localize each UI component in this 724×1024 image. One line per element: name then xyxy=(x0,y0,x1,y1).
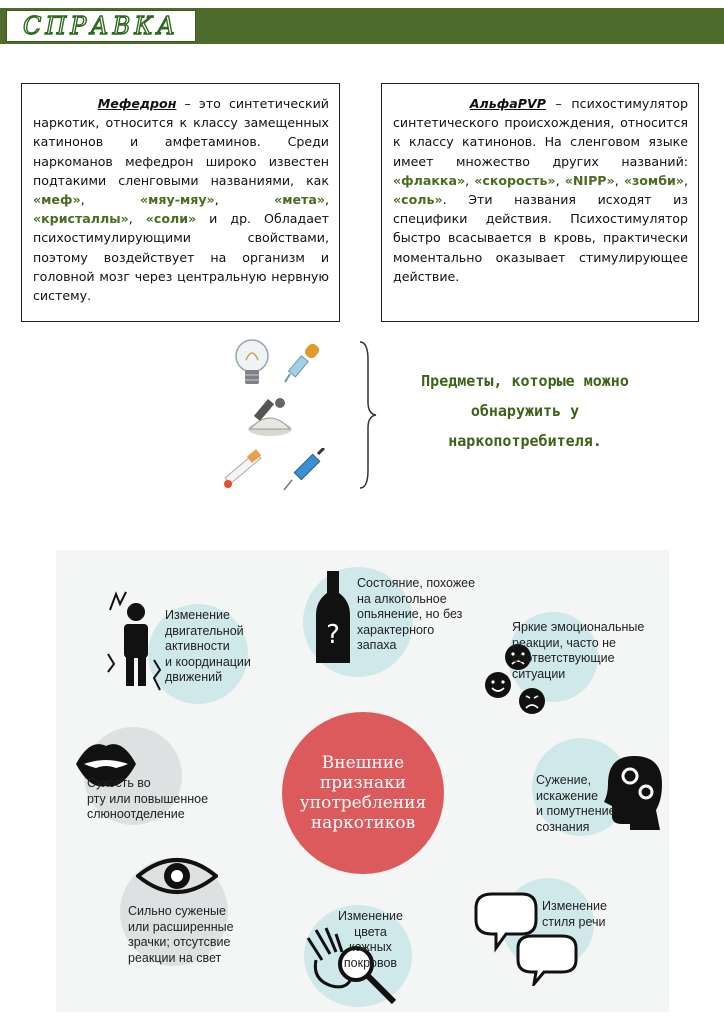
alpha-pvp-text-1: – психостимулятор синтетического происхождения, относится к классу катинонов. На сленговом языке имеет множество других названий: xyxy=(393,96,688,169)
alpha-pvp-info-box xyxy=(381,83,699,322)
sign-pupils-label: Сильно суженые или расширенные зрачки; отсутсвие реакции на свет xyxy=(128,904,234,965)
eye-icon xyxy=(136,852,218,900)
light-bulb-icon xyxy=(232,336,272,392)
sign-mind-label: Сужение, искажение и помутнение сознания xyxy=(536,773,616,834)
slang-name: «NIPP» xyxy=(564,172,615,188)
pipette-icon xyxy=(282,340,326,386)
separator: , xyxy=(80,192,140,208)
separator: , xyxy=(555,172,565,188)
slang-name: «мета» xyxy=(274,192,325,208)
curly-brace xyxy=(356,340,380,490)
mephedrone-text-2: и др. Обладает психостимулирующими свойствами, поэтому воздействует на организм и головной мозг через центральную нервную систему. xyxy=(33,211,329,304)
alpha-pvp-text-2: . Эти названия исходят из специфики действия. Психостимулятор быстро всасывается в кровь, практически моментально оказывает стимулирующее действие. xyxy=(393,192,688,284)
person-shaking-icon xyxy=(104,590,164,696)
separator: , xyxy=(128,211,146,227)
center-title: Внешние признаки употребления наркотиков xyxy=(299,753,427,833)
separator: , xyxy=(214,192,275,208)
slang-name: «зомби» xyxy=(623,172,684,188)
syringe-icon xyxy=(282,448,326,492)
mephedrone-term: Мефедрон xyxy=(97,96,177,111)
header-title-box xyxy=(6,10,196,42)
slang-name: «соли» xyxy=(145,211,197,227)
svg-text:?: ? xyxy=(326,620,340,650)
slang-name: «меф» xyxy=(33,192,81,208)
separator: , xyxy=(614,172,624,188)
slang-name: «скорость» xyxy=(474,172,556,188)
slang-name: «кристаллы» xyxy=(33,211,129,227)
sign-emotion-label: Яркие эмоциональные реакции, часто не соответствующие ситуации xyxy=(512,620,645,681)
items-title: Предметы, которые можно обнаружить у наркопотребителя. xyxy=(421,372,629,450)
separator: , xyxy=(324,192,329,208)
mephedrone-text-1: – это синтетический наркотик, относится к классу замещенных катинонов и амфетаминов. Среди наркоманов мефедрон широко известен подтакими сленговыми названиями, как xyxy=(33,96,329,188)
slang-name: «мяу-мяу» xyxy=(140,192,215,208)
separator: , xyxy=(465,172,475,188)
slang-name: «флакка» xyxy=(393,172,466,188)
cigarette-icon xyxy=(218,448,264,492)
separator: , xyxy=(683,172,688,188)
mephedrone-info-box xyxy=(21,83,340,322)
center-circle xyxy=(282,712,444,874)
slang-name: «соль» xyxy=(393,192,443,208)
sign-intoxication-label: Состояние, похожее на алкогольное опьянение, но без характерного запаха xyxy=(357,576,476,652)
powder-icon xyxy=(246,393,294,437)
sign-skin-label: Изменение цвета кожных покровов xyxy=(338,909,403,970)
bottle-question-icon xyxy=(314,571,352,667)
alpha-pvp-term: АльфаPVP xyxy=(469,96,546,111)
sign-motor-label: Изменение двигательной активности и координации движений xyxy=(165,608,251,684)
header-title: СПРАВКА xyxy=(22,12,179,40)
sign-mouth-label: Сухость во рту или повышенное слюноотделение xyxy=(87,776,209,821)
sign-speech-label: Изменение стиля речи xyxy=(542,899,607,929)
